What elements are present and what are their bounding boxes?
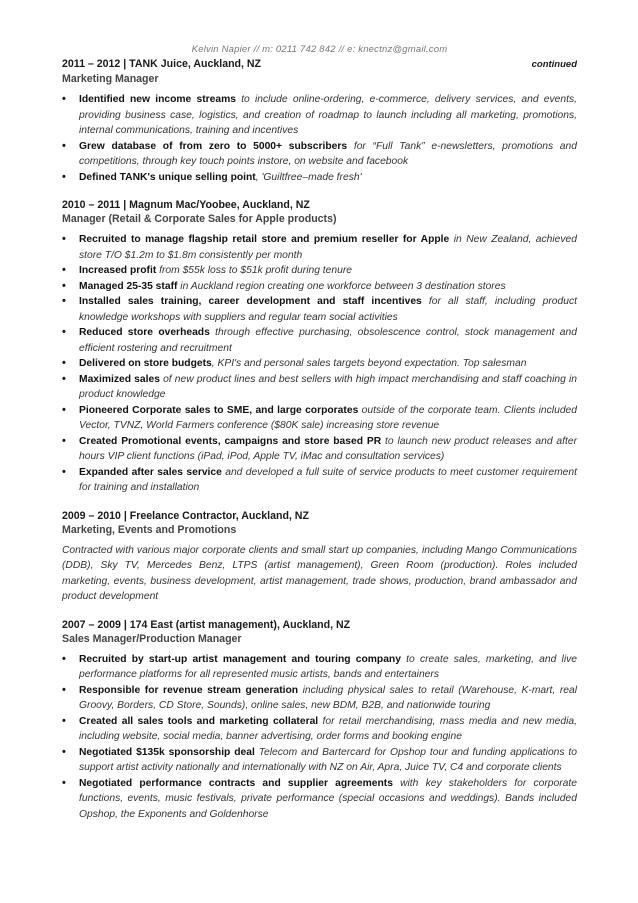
bullet-bold: Responsible for revenue stream generation [79,684,299,696]
bullet-list [62,92,577,185]
job-heading: 2010 – 2011 | Magnum Mac/Yoobee, Auckland, NZ [62,199,310,211]
bullet-icon: • [62,714,66,727]
bullet-text: for all staff, including product knowledge workshops with suppliers and regular team social activities [79,296,577,323]
bullet-bold: Recruited to manage flagship retail store and premium reseller for Apple [79,234,450,245]
job-heading: 2011 – 2012 | TANK Juice, Auckland, NZ [62,58,262,70]
job-section [62,509,577,605]
job-role: Sales Manager/Production Manager [62,632,242,645]
bullet-text: for retail merchandising, mass media and new media, including website, social media, banner advertising, order forms and booking engine [79,715,577,742]
bullet-text: from $55k loss to $51k profit during tenure [156,265,352,276]
bullet-text: , KPI's and personal sales targets beyond expectation. Top salesman [211,358,527,369]
job-heading: 2007 – 2009 | 174 East (artist management), Auckland, NZ [62,618,351,631]
job-heading-row [62,57,577,72]
bullet-icon: • [62,264,66,276]
job-paragraph: Contracted with various major corporate clients and small start up companies, including Mango Communications (DDB), Sky TV, Mercedes Benz, LTPS (artist management), Green Room (production). Roles included marketing, events, business development, artist management, trade shows, production, brand ambassador and product development [62,544,577,602]
bullet-bold: Pioneered Corporate sales to SME, and large corporates [79,404,359,416]
bullet-icon: • [62,465,66,478]
bullet-bold: Installed sales training, career development and staff incentives [79,296,422,307]
bullet-icon: • [62,295,66,307]
bullet-text: Telecom and Bartercard for Opshop tour and funding applications to support artist activity nationally and internationally with NZ on Air, Apra, Juice TV, C4 and corporate clients [79,746,578,773]
list-item [62,714,577,745]
bullet-text: in Auckland region creating one workforce between 3 destination stores [177,280,506,292]
continued-label: continued [531,59,577,70]
bullet-bold: Delivered on store budgets [79,358,212,369]
job-role: Marketing Manager [62,73,159,85]
job-role: Manager (Retail & Corporate Sales for Apple products) [62,213,337,225]
list-item [62,372,577,403]
bullet-bold: Expanded after sales service [79,466,222,478]
list-item [62,232,577,263]
bullet-icon: • [62,372,66,385]
bullet-bold: Grew database of from zero to 5000+ subscribers [79,140,348,152]
bullet-text: for “Full Tank” e-newsletters, promotions and competitions, through key touch points instore, on website and facebook [79,140,577,167]
bullet-icon: • [62,745,66,758]
bullet-icon: • [62,233,66,245]
bullet-text: to create sales, marketing, and live performance platforms for all represented music artists, bands and entertainers [79,653,577,680]
bullet-icon: • [62,139,66,152]
list-item [62,139,577,170]
bullet-icon: • [62,434,66,447]
bullet-bold: Increased profit [79,265,157,276]
bullet-icon: • [62,652,66,665]
bullet-bold: Identified new income streams [79,94,236,105]
bullet-bold: Created all sales tools and marketing collateral [79,715,319,727]
bullet-bold: Negotiated performance contracts and supplier agreements [79,777,393,789]
bullet-text: in New Zealand, achieved store T/O $1.2m to $1.8m consistently per month [79,234,577,261]
bullet-bold: Managed 25-35 staff [79,280,178,292]
list-item [62,403,577,434]
list-item [62,776,577,823]
bullet-icon: • [62,357,66,369]
bullet-bold: Recruited by start-up artist management and touring company [79,653,401,665]
list-item [62,279,577,295]
job-heading: 2009 – 2010 | Freelance Contractor, Auckland, NZ [62,509,309,522]
bullet-text: including physical sales to retail (Warehouse, K-mart, real Groovy, Borders, CD Store, Sounds), online sales, new BDM, B2B, and nationwide touring [79,684,577,711]
job-section [62,57,577,185]
bullet-text: of new product lines and best sellers with high impact merchandising and staff coaching in product knowledge [79,373,578,400]
bullet-text: with key stakeholders for corporate functions, events, music festivals, private performance (special occasions and weddings). Bands included Opshop, the Exponents and Goldenhorse [79,777,577,820]
list-item [62,92,577,139]
resume-page [62,44,577,835]
bullet-bold: Maximized sales [79,373,160,385]
list-item [62,434,577,465]
bullet-icon: • [62,93,66,105]
bullet-text: , 'Guiltfree–made fresh' [255,171,362,183]
bullet-bold: Negotiated $135k sponsorship deal [79,746,255,758]
job-role: Marketing, Events and Promotions [62,523,237,536]
list-item [62,652,577,683]
bullet-bold: Created Promotional events, campaigns and store based PR [79,435,382,447]
list-item [62,170,577,186]
bullet-text: through effective purchasing, obsolescence control, stock management and efficient rostering and recruitment [79,327,577,354]
list-item [62,356,577,372]
list-item [62,683,577,714]
contact-line: Kelvin Napier // m: 0211 742 842 // e: knectnz@gmail.com [191,44,448,55]
bullet-text: outside of the corporate team. Clients included Vector, TVNZ, World Farmers conference ($80K sale) increasing store revenue [79,404,577,431]
list-item [62,294,577,325]
bullet-icon: • [62,279,66,292]
bullet-icon: • [62,776,66,789]
list-item [62,465,577,496]
bullet-text: and developed a full suite of service products to meet customer requirement for training and installation [79,466,577,493]
job-heading-row [62,618,577,632]
bullet-text: to launch new product releases and after hours VIP client functions (iPad, iPod, Apple TV, iMac and consultation services) [79,435,577,462]
bullet-list [62,232,577,496]
job-heading-row [62,509,577,523]
bullet-icon: • [62,170,66,183]
bullet-bold: Defined TANK's unique selling point [79,171,256,183]
job-heading-row [62,198,577,212]
bullet-bold: Reduced store overheads [79,327,210,338]
bullet-text: to include online-ordering, e-commerce, delivery services, and events, providing business case, logistics, and creation of roadmap to launch including all marketing, promotions, internal communications, training and incentives [79,94,578,136]
list-item [62,325,577,356]
job-section [62,618,577,823]
job-section [62,198,577,496]
bullet-icon: • [62,326,66,338]
bullet-list [62,652,577,823]
bullet-icon: • [62,403,66,416]
bullet-icon: • [62,683,66,696]
list-item [62,263,577,279]
list-item [62,745,577,776]
